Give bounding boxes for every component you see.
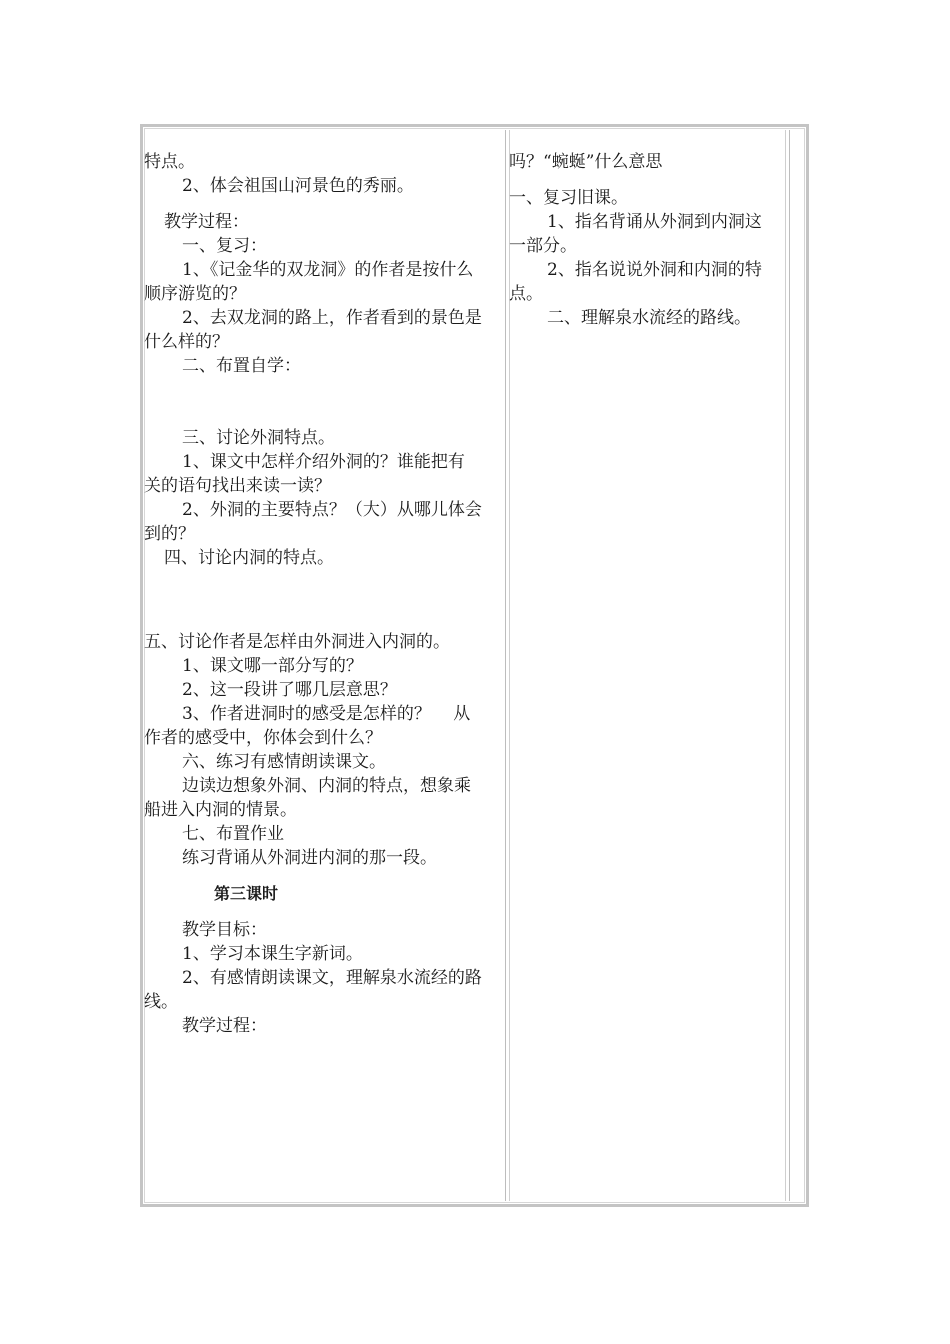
section-label: 教学过程： bbox=[182, 1016, 267, 1036]
text-line: 2、这一段讲了哪几层意思？ bbox=[182, 680, 397, 700]
spacer bbox=[144, 198, 504, 210]
section-heading: 二、理解泉水流经的路线。 bbox=[547, 308, 751, 328]
section-label: 教学过程： bbox=[164, 212, 249, 232]
section-heading: 六、练习有感情朗读课文。 bbox=[182, 752, 386, 772]
spacer bbox=[144, 378, 504, 426]
text-line: 1、课文哪一部分写的？ bbox=[182, 656, 363, 676]
column-divider bbox=[789, 130, 790, 1201]
text-line: 线。 bbox=[144, 992, 178, 1012]
text-line: 关的语句找出来读一读？ bbox=[144, 476, 331, 496]
text-line: 练习背诵从外洞进内洞的那一段。 bbox=[182, 848, 437, 868]
section-heading: 三、讨论外洞特点。 bbox=[182, 428, 335, 448]
text-line: 1、学习本课生字新词。 bbox=[182, 944, 363, 964]
left-column bbox=[144, 150, 504, 1038]
text-line: 2、指名说说外洞和内洞的特 bbox=[547, 260, 762, 280]
text-line: 2、体会祖国山河景色的秀丽。 bbox=[182, 176, 414, 196]
section-heading: 四、讨论内洞的特点。 bbox=[164, 548, 334, 568]
section-heading: 一、复习旧课。 bbox=[509, 188, 628, 208]
section-heading: 七、布置作业 bbox=[182, 824, 284, 844]
text-line: 船进入内洞的情景。 bbox=[144, 800, 297, 820]
column-divider bbox=[505, 130, 506, 1201]
text-line: 1、课文中怎样介绍外洞的？谁能把有 bbox=[182, 452, 465, 472]
text-line: 边读边想象外洞、内洞的特点，想象乘 bbox=[182, 776, 471, 796]
spacer bbox=[144, 870, 504, 882]
text-line: 顺序游览的？ bbox=[144, 284, 246, 304]
text-line: 2、有感情朗读课文，理解泉水流经的路 bbox=[182, 968, 482, 988]
text-line: 特点。 bbox=[144, 152, 195, 172]
text-line: 2、去双龙洞的路上，作者看到的景色是 bbox=[182, 308, 482, 328]
section-heading: 五、讨论作者是怎样由外洞进入内洞的。 bbox=[144, 632, 450, 652]
text-line: 2、外洞的主要特点？（大）从哪儿体会 bbox=[182, 500, 482, 520]
spacer bbox=[144, 570, 504, 630]
text-line: 一部分。 bbox=[509, 236, 577, 256]
text-line: 到的？ bbox=[144, 524, 195, 544]
lesson-heading: 第三课时 bbox=[214, 884, 279, 903]
text-line: 3、作者进洞时的感受是怎样的？ 从 bbox=[182, 704, 471, 724]
text-line: 点。 bbox=[509, 284, 543, 304]
spacer bbox=[509, 174, 785, 186]
section-heading: 一、复习： bbox=[182, 236, 267, 256]
section-label: 教学目标： bbox=[182, 920, 267, 940]
section-heading: 二、布置自学： bbox=[182, 356, 301, 376]
text-line: 吗？“蜿蜒”什么意思 bbox=[509, 152, 663, 172]
text-line: 什么样的？ bbox=[144, 332, 229, 352]
text-line: 1、指名背诵从外洞到内洞这 bbox=[547, 212, 762, 232]
column-divider bbox=[785, 130, 786, 1201]
right-column bbox=[509, 150, 785, 330]
spacer bbox=[144, 906, 504, 918]
text-line: 1、《记金华的双龙洞》的作者是按什么 bbox=[182, 260, 474, 280]
text-line: 作者的感受中，你体会到什么？ bbox=[144, 728, 382, 748]
